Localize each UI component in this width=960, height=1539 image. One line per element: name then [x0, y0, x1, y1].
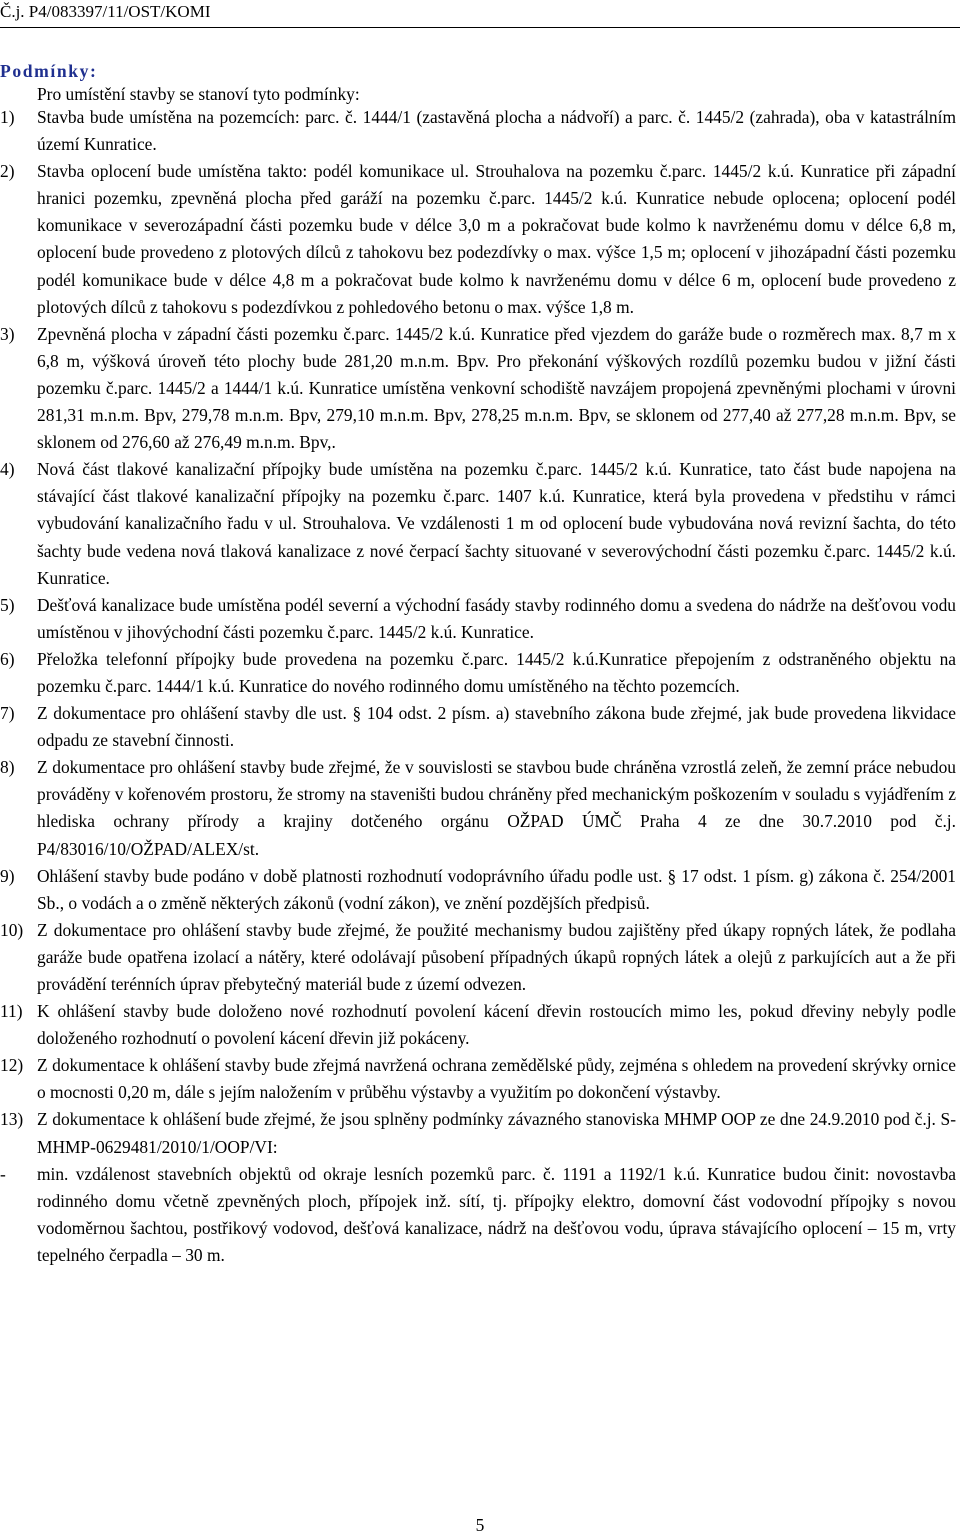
condition-text: Dešťová kanalizace bude umístěna podél severní a východní fasády stavby rodinného domu a svedena do nádrže na dešťovou vodu umístěnou v jihovýchodní části pozemku č.parc. 1445/2 k.ú. Kunratice.	[37, 594, 956, 642]
condition-number: 13)	[0, 1109, 24, 1130]
condition-item	[0, 754, 956, 862]
condition-number: 3)	[0, 323, 15, 344]
condition-text: Z dokumentace pro ohlášení stavby dle ust. § 104 odst. 2 písm. a) stavebního zákona bude zřejmé, jak bude provedena likvidace odpadu ze stavební činnosti.	[37, 703, 956, 751]
conditions-list	[0, 104, 956, 1269]
condition-item	[0, 1052, 956, 1106]
condition-text: Z dokumentace pro ohlášení stavby bude zřejmé, že použité mechanismy budou zajištěny před úkapy ropných látek, že podlaha garáže bude opatřena izolací a nátěry, které odolávají působení případných úkapů ropných látek a olejů z parkujících aut a že při provádění terénních úprav přebytečný materiál bude z území odvezen.	[37, 919, 956, 994]
condition-number: 11)	[0, 1001, 23, 1022]
condition-number: 1)	[0, 107, 15, 127]
condition-number: 8)	[0, 757, 15, 778]
condition-number: 12)	[0, 1055, 24, 1076]
header-divider	[0, 27, 960, 28]
document-reference: Č.j. P4/083397/11/OST/KOMI	[0, 2, 211, 21]
section-title: Podmínky:	[0, 61, 98, 81]
condition-text: Z dokumentace k ohlášení stavby bude zřejmá navržená ochrana zemědělské půdy, zejména s ohledem na provedení skrývky ornice o mocnosti 0,20 m, dále s jejím naložením v průběhu výstavby a využitím po dokončení výstavby.	[37, 1055, 956, 1103]
condition-item	[0, 998, 956, 1052]
condition-text: K ohlášení stavby bude doloženo nové rozhodnutí povolení kácení dřevin rostoucích mimo les, pokud dřeviny nebyly podle doloženého rozhodnutí o povolení kácení dřevin již pokáceny.	[37, 1001, 956, 1049]
condition-subitem	[0, 1161, 956, 1269]
condition-number: 5)	[0, 594, 15, 615]
condition-text: Zpevněná plocha v západní části pozemku č.parc. 1445/2 k.ú. Kunratice před vjezdem do garáže bude o rozměrech max. 8,7 m x 6,8 m, výšková úroveň této plochy bude 281,20 m.n.m. Bpv. Pro překonání výškových rozdílů pozemku budou v jižní části pozemku č.parc. 1445/2 a 1444/1 k.ú. Kunratice umístěna venkovní schodiště navzájem propojená zpevněnými plochami v úrovni 281,31 m.n.m. Bpv, 279,78 m.n.m. Bpv, 279,10 m.n.m. Bpv, 278,25 m.n.m. Bpv, se sklonem od 277,40 až 277,28 m.n.m. Bpv, se sklonem od 276,60 až 276,49 m.n.m. Bpv,.	[37, 323, 956, 453]
condition-text: Z dokumentace pro ohlášení stavby bude zřejmé, že v souvislosti se stavbou bude chráněna vzrostlá zeleň, že zemní práce nebudou prováděny v kořenovém prostoru, že stromy na staveništi budou chráněny před mechanickým poškozením v souladu s vyjádřením z hlediska ochrany přírody a krajiny dotčeného orgánu OŽPAD ÚMČ Praha 4 ze dne 30.7.2010 pod č.j. P4/83016/10/OŽPAD/ALEX/st.	[37, 757, 956, 859]
subitem-text: min. vzdálenost stavebních objektů od okraje lesních pozemků parc. č. 1191 a 1192/1 k.ú. Kunratice budou činit: novostavba rodinného domu včetně zpevněných ploch, přípojek inž. sítí, tj. přípojky elektro, domovní část vodovodní přípojky s novou vodoměrnou šachtou, postřikový vodovod, dešťová kanalizace, nádrž na dešťovou vodu, úprava stávajícího oplocení – 15 m, vrty tepelného čerpadla – 30 m.	[37, 1163, 956, 1265]
condition-number: 6)	[0, 648, 15, 669]
condition-number: 2)	[0, 161, 15, 182]
condition-number: 9)	[0, 865, 15, 886]
condition-item	[0, 1106, 956, 1160]
condition-item	[0, 321, 956, 456]
condition-item	[0, 863, 956, 917]
intro-text: Pro umístění stavby se stanoví tyto podmínky:	[37, 84, 360, 104]
condition-item	[0, 104, 956, 158]
condition-text: Z dokumentace k ohlášení bude zřejmé, že jsou splněny podmínky závazného stanoviska MHMP OOP ze dne 24.9.2010 pod č.j. S-MHMP-0629481/2010/1/OOP/VI:	[37, 1109, 956, 1157]
page-number: 5	[475, 1515, 485, 1535]
condition-item	[0, 646, 956, 700]
condition-item	[0, 700, 956, 754]
condition-text: Nová část tlakové kanalizační přípojky bude umístěna na pozemku č.parc. 1445/2 k.ú. Kunratice, tato část bude napojena na stávající část tlakové kanalizační přípojky na pozemku č.parc. 1407 k.ú. Kunratice, která byla provedena v předstihu v rámci vybudování kanalizačního řadu v ul. Strouhalova. Ve vzdálenosti 1 m od oplocení bude vybudována nová revizní šachta, do této šachty bude vedena nová tlaková kanalizace z nové čerpací šachty situované v severovýchodní části pozemku č.parc. 1445/2 k.ú. Kunratice.	[37, 459, 956, 588]
condition-item	[0, 456, 956, 591]
condition-item	[0, 917, 956, 998]
condition-text: Ohlášení stavby bude podáno v době platnosti rozhodnutí vodoprávního úřadu podle ust. § 17 odst. 1 písm. g) zákona č. 254/2001 Sb., o vodách a o změně některých zákonů (vodní zákon), ve znění pozdějších předpisů.	[37, 865, 956, 913]
condition-item	[0, 592, 956, 646]
condition-text: Stavba bude umístěna na pozemcích: parc. č. 1444/1 (zastavěná plocha a nádvoří) a parc. č. 1445/2 (zahrada), oba v katastrálním území Kunratice.	[37, 107, 956, 155]
condition-number: 7)	[0, 703, 15, 724]
condition-item	[0, 158, 956, 321]
condition-text: Přeložka telefonní přípojky bude provedena na pozemku č.parc. 1445/2 k.ú.Kunratice přepojením z odstraněného objektu na pozemku č.parc. 1444/1 k.ú. Kunratice do nového rodinného domu umístěného na těchto pozemcích.	[37, 648, 956, 696]
condition-text: Stavba oplocení bude umístěna takto: podél komunikace ul. Strouhalova na pozemku č.parc. 1445/2 k.ú. Kunratice při západní hranici pozemku, zpevněná plocha před garáží na pozemku č.parc. 1445/2 k.ú. Kunratice nebude oplocena; oplocení podél komunikace v severozápadní části pozemku bude v délce 3,0 m a pokračovat bude kolmo k navrženému domu v délce 6,8 m, oplocení bude provedeno z plotových dílců z tahokovu bez podezdívky o max. výšce 1,5 m; oplocení v jihozápadní části pozemku podél komunikace bude v délce 4,8 m a pokračovat bude kolmo k navrženému domu v délce 6 m, oplocení bude provedeno z plotových dílců z tahokovu s podezdívkou z pohledového betonu o max. výšce 1,8 m.	[37, 161, 956, 317]
condition-number: 10)	[0, 919, 24, 940]
condition-number: 4)	[0, 459, 15, 480]
subitem-dash: -	[0, 1163, 6, 1184]
